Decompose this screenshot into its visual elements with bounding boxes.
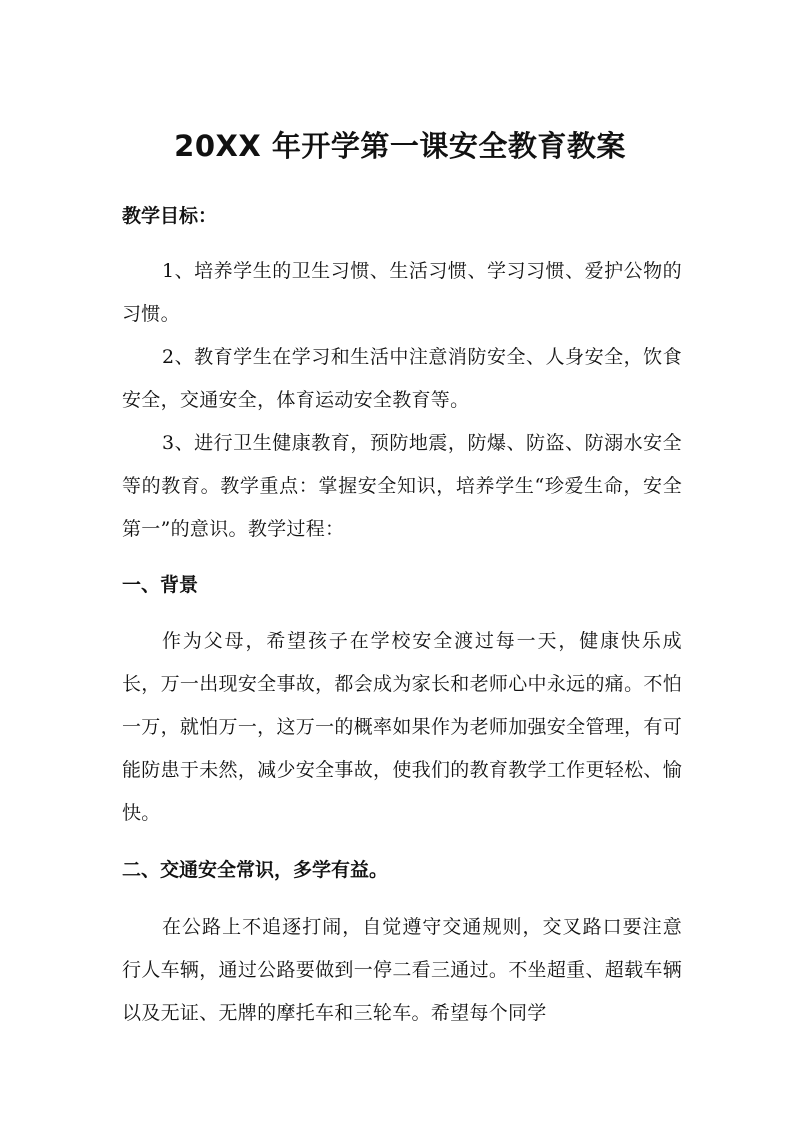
objective-item-1: 1、培养学生的卫生习惯、生活习惯、学习习惯、爱护公物的习惯。 <box>122 260 682 325</box>
objective-item-3: 3、进行卫生健康教育，预防地震，防爆、防盗、防溺水安全等的教育。教学重点：掌握安全知识，培养学生“珍爱生命，安全第一”的意识。教学过程： <box>122 432 682 540</box>
document-title: 20XX 年开学第一课安全教育教案 <box>174 129 626 163</box>
objectives-heading: 教学目标： <box>122 205 218 227</box>
background-heading: 一、背景 <box>122 574 199 596</box>
objective-item-2: 2、教育学生在学习和生活中注意消防安全、人身安全，饮食安全，交通安全，体育运动安全教育等。 <box>122 346 682 411</box>
traffic-safety-paragraph: 在公路上不追逐打闹，自觉遵守交通规则，交叉路口要注意行人车辆，通过公路要做到一停二看三通过。不坐超重、超载车辆以及无证、无牌的摩托车和三轮车。希望每个同学 <box>122 916 682 1024</box>
traffic-safety-heading: 二、交通安全常识，多学有益。 <box>122 859 389 881</box>
background-paragraph: 作为父母，希望孩子在学校安全渡过每一天，健康快乐成长，万一出现安全事故，都会成为家长和老师心中永远的痛。不怕一万，就怕万一，这万一的概率如果作为老师加强安全管理，有可能防患于未然，减少安全事故，使我们的教育教学工作更轻松、愉快。 <box>122 630 682 824</box>
